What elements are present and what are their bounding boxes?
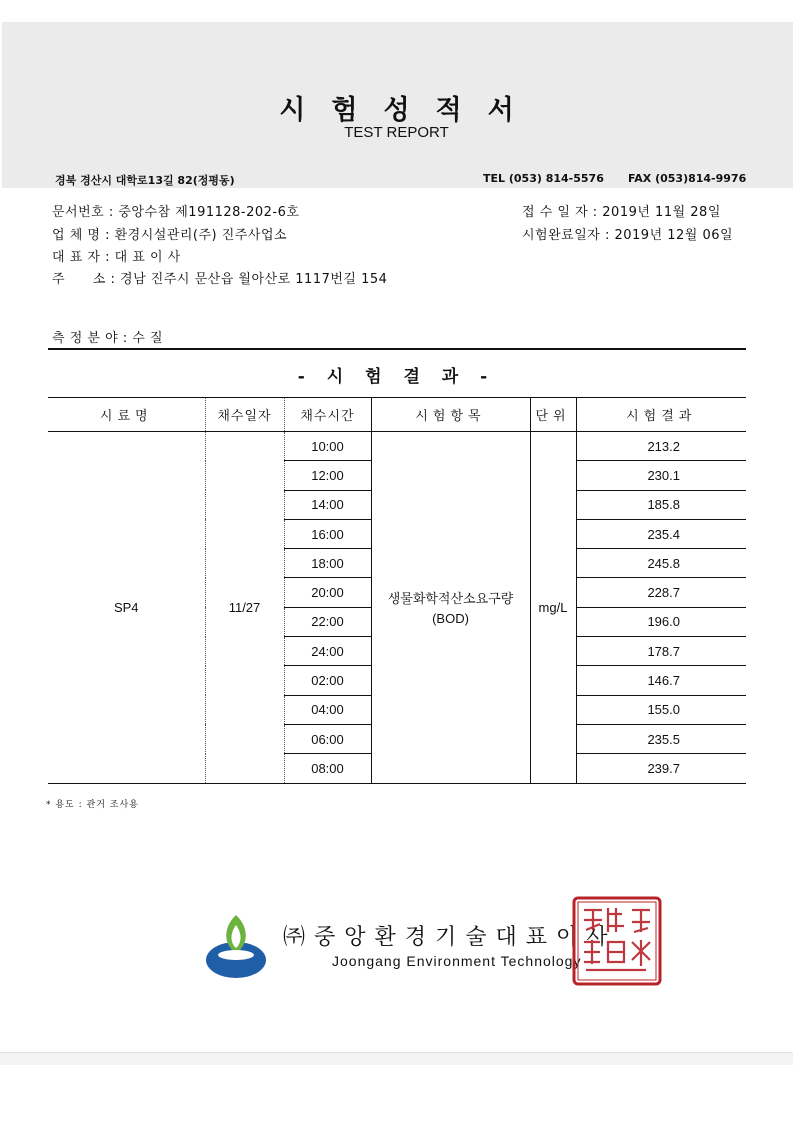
- test-result: 178.7: [576, 637, 746, 666]
- sampling-time: 20:00: [284, 578, 371, 607]
- test-item-name: 생물화학적산소요구량: [387, 592, 514, 608]
- completed-date: 시험완료일자 : 2019년 12월 06일: [522, 228, 734, 243]
- measurement-field: 측 정 분 야 : 수 질: [52, 331, 164, 346]
- table-row: [48, 432, 746, 461]
- test-result: 213.2: [576, 432, 746, 461]
- sampling-date: 11/27: [205, 432, 284, 784]
- test-item: [371, 432, 530, 784]
- sampling-time: 02:00: [284, 666, 371, 695]
- report-title: 시험성적서: [279, 95, 540, 126]
- client-address: 주 소 : 경남 진주시 문산읍 월아산로 1117번길 154: [52, 272, 388, 287]
- sampling-time: 14:00: [284, 490, 371, 519]
- sampling-time: 24:00: [284, 637, 371, 666]
- company-logo-icon: [205, 913, 267, 979]
- client-name: 업 체 명 : 환경시설관리(주) 진주사업소: [52, 228, 288, 243]
- representative: 대 표 자 : 대 표 이 사: [52, 250, 181, 265]
- sampling-time: 08:00: [284, 754, 371, 783]
- section-rule: [48, 348, 746, 350]
- col-header-result: 시험결과: [576, 398, 746, 432]
- sample-name: SP4: [48, 432, 205, 784]
- test-result: 228.7: [576, 578, 746, 607]
- test-result: 185.8: [576, 490, 746, 519]
- test-item-code: (BOD): [432, 611, 469, 627]
- col-header-item: 시험항목: [371, 398, 530, 432]
- test-result: 196.0: [576, 607, 746, 636]
- sampling-time: 18:00: [284, 549, 371, 578]
- report-subtitle: TEST REPORT: [344, 124, 449, 141]
- table-header-row: [48, 398, 746, 432]
- sampling-time: 16:00: [284, 519, 371, 548]
- test-result: 230.1: [576, 461, 746, 490]
- results-table: [48, 397, 746, 784]
- company-name: ㈜중앙환경기술대표이사: [283, 925, 617, 950]
- sampling-time: 04:00: [284, 695, 371, 724]
- unit: mg/L: [530, 432, 576, 784]
- usage-note: * 용도 : 관거 조사용: [46, 800, 139, 810]
- test-result: 239.7: [576, 754, 746, 783]
- company-name-en: Joongang Environment Technology: [332, 953, 582, 969]
- section-title: - 시 험 결 과 -: [297, 367, 496, 387]
- col-header-sample: 시료명: [48, 398, 205, 432]
- sampling-time: 22:00: [284, 607, 371, 636]
- col-header-time: 채수시간: [284, 398, 371, 432]
- lab-address: 경북 경산시 대학로13길 82(정평동): [55, 174, 235, 187]
- doc-number: 문서번호 : 중앙수참 제191128-202-6호: [52, 205, 300, 220]
- sampling-time: 10:00: [284, 432, 371, 461]
- col-header-date: 채수일자: [205, 398, 284, 432]
- sampling-time: 06:00: [284, 724, 371, 753]
- sampling-time: 12:00: [284, 461, 371, 490]
- footer-band: [0, 1052, 793, 1065]
- col-header-unit: 단위: [530, 398, 576, 432]
- lab-fax: FAX (053)814-9976: [628, 172, 747, 185]
- received-date: 접 수 일 자 : 2019년 11월 28일: [522, 205, 721, 220]
- test-result: 235.5: [576, 724, 746, 753]
- test-result: 146.7: [576, 666, 746, 695]
- lab-tel: TEL (053) 814-5576: [483, 172, 604, 185]
- test-result: 245.8: [576, 549, 746, 578]
- test-result: 235.4: [576, 519, 746, 548]
- test-result: 155.0: [576, 695, 746, 724]
- official-seal-icon: [572, 896, 662, 986]
